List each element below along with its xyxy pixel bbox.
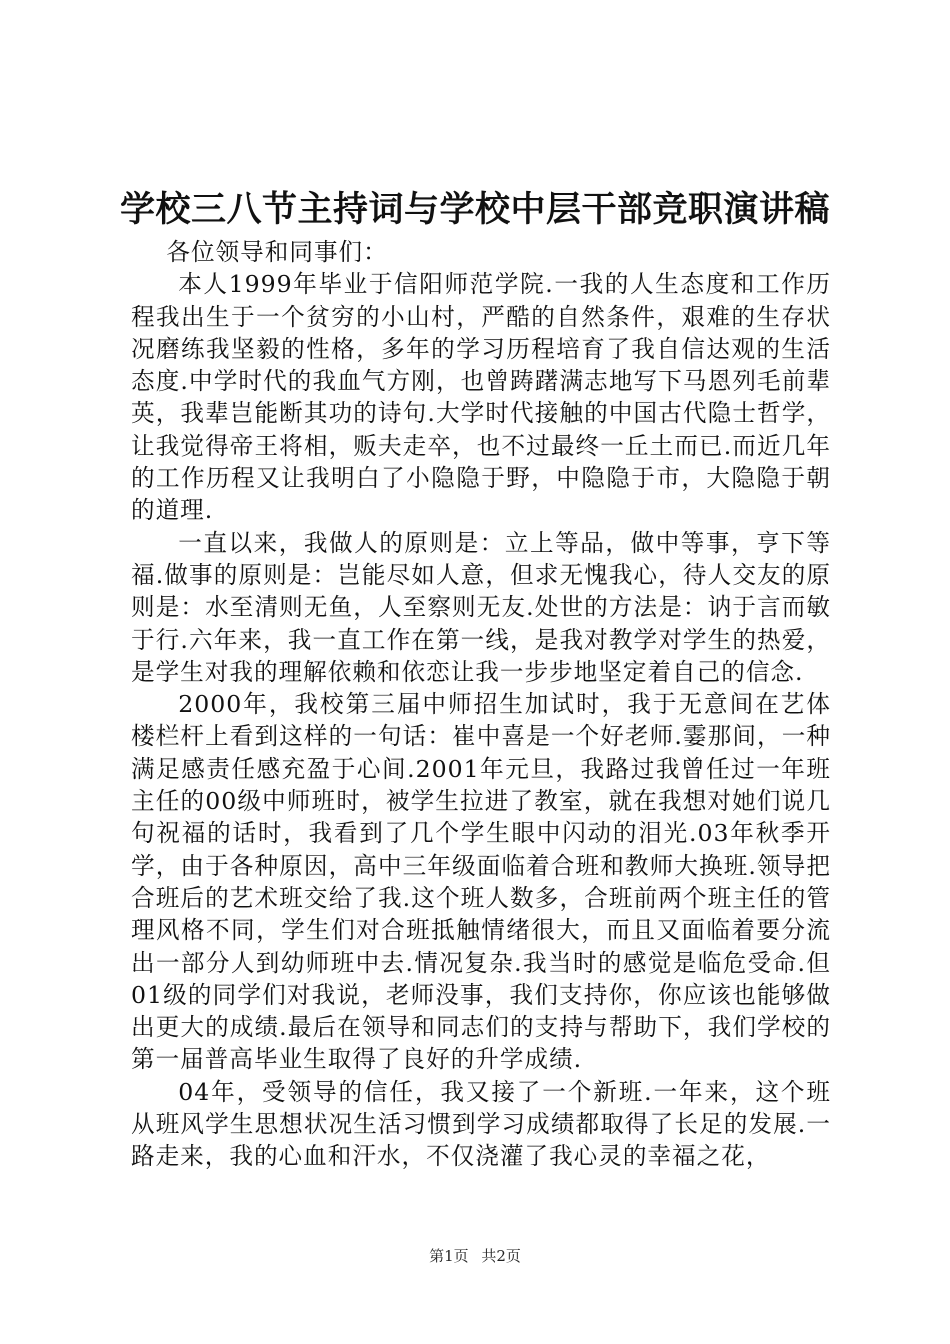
page-number: 第1页 (429, 1247, 469, 1265)
page-total: 共2页 (481, 1247, 521, 1265)
paragraph-2: 一直以来，我做人的原则是：立上等品，做中等事，亨下等福.做事的原则是：岂能尽如人意，但求无愧我心，待人交友的原则是：水至清则无鱼，人至察则无友.处世的方法是：讷于言而敏于行.六年来，我一直工作在第一线，是我对教学对学生的热爱，是学生对我的理解依赖和依恋让我一步步地坚定着自己的信念. (131, 528, 831, 686)
document-body (131, 236, 831, 1173)
document-title: 学校三八节主持词与学校中层干部竞职演讲稿 (119, 189, 830, 230)
paragraph-1: 本人1999年毕业于信阳师范学院.一我的人生态度和工作历程我出生于一个贫穷的小山村，严酷的自然条件，艰难的生存状况磨练我坚毅的性格，多年的学习历程培育了我自信达观的生活态度.中学时代的我血气方刚，也曾踌躇满志地写下马恩列毛前辈英，我辈岂能断其功的诗句.大学时代接触的中国古代隐士哲学，让我觉得帝王将相，贩夫走卒，也不过最终一丘土而已.而近几年的工作历程又让我明白了小隐隐于野，中隐隐于市，大隐隐于朝的道理. (131, 270, 831, 525)
salutation: 各位领导和同事们： (166, 238, 388, 266)
paragraph-4: 04年，受领导的信任，我又接了一个新班.一年来，这个班从班风学生思想状况生活习惯到学习成绩都取得了长足的发展.一路走来，我的心血和汗水，不仅浇灌了我心灵的幸福之花， (131, 1077, 831, 1171)
paragraph-3: 2000年，我校第三届中师招生加试时，我于无意间在艺体楼栏杆上看到这样的一句话：崔中喜是一个好老师.霎那间，一种满足感责任感充盈于心间.2001年元旦，我路过我曾任过一年班主任的00级中师班时，被学生拉进了教室，就在我想对她们说几句祝福的话时，我看到了几个学生眼中闪动的泪光.03年秋季开学，由于各种原因，高中三年级面临着合班和教师大换班.领导把合班后的艺术班交给了我.这个班人数多，合班前两个班主任的管理风格不同，学生们对合班抵触情绪很大，而且又面临着要分流出一部分人到幼师班中去.情况复杂.我当时的感觉是临危受命.但01级的同学们对我说，老师没事，我们支持你，你应该也能够做出更大的成绩.最后在领导和同志们的支持与帮助下，我们学校的第一届普高毕业生取得了良好的升学成绩. (131, 690, 831, 1074)
page-footer (0, 1246, 950, 1266)
